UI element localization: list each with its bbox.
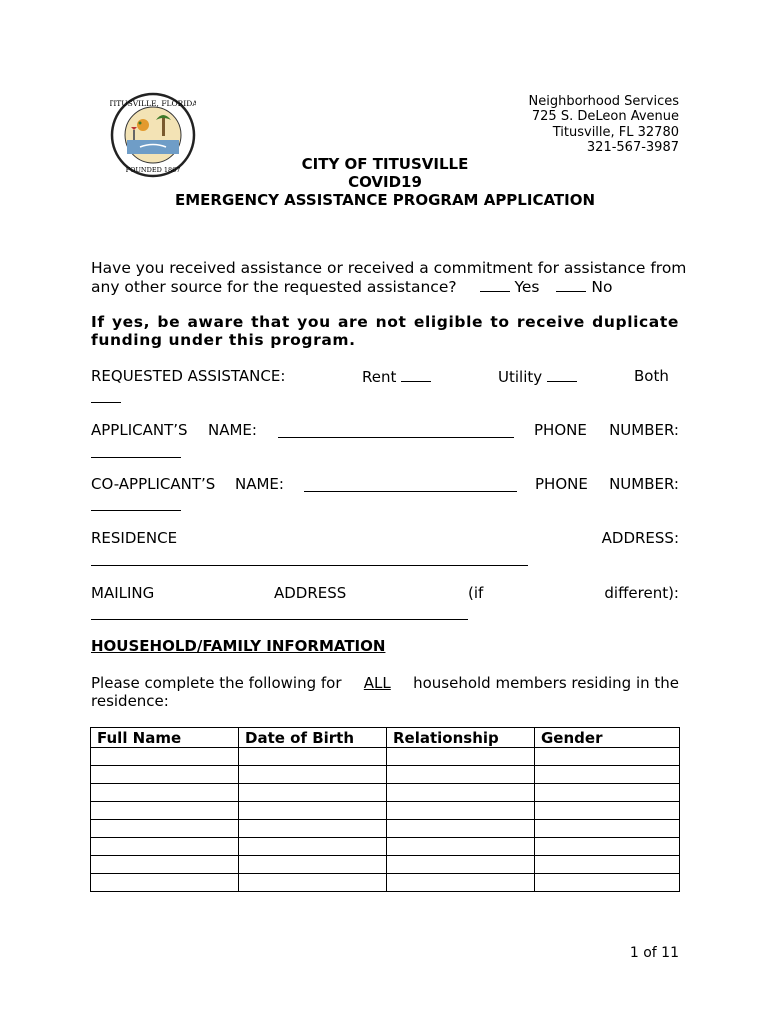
cell-name[interactable] bbox=[91, 784, 239, 802]
eligibility-warning-line2: funding under this program. bbox=[91, 331, 356, 349]
both-label: Both bbox=[634, 367, 669, 385]
residence-label-2: ADDRESS: bbox=[601, 529, 679, 547]
eligibility-warning-line1: If yes, be aware that you are not eligible to receive duplicate bbox=[91, 313, 679, 331]
instructions-post: household members residing in the bbox=[413, 674, 679, 692]
cell-dob[interactable] bbox=[239, 874, 387, 892]
col-gender: Gender bbox=[535, 728, 680, 748]
table-row bbox=[91, 874, 680, 892]
instructions-pre: Please complete the following for bbox=[91, 674, 342, 692]
cell-relationship[interactable] bbox=[387, 856, 535, 874]
mailing-label-2: ADDRESS bbox=[274, 584, 347, 602]
address-line-city: Titusville, FL 32780 bbox=[552, 124, 679, 140]
col-relationship: Relationship bbox=[387, 728, 535, 748]
yes-label: Yes bbox=[514, 278, 540, 296]
requested-assistance-label: REQUESTED ASSISTANCE: bbox=[91, 367, 286, 385]
office-address-block bbox=[529, 94, 680, 155]
coapplicant-label-1: CO-APPLICANT’S bbox=[91, 475, 216, 493]
cell-gender[interactable] bbox=[535, 820, 680, 838]
cell-relationship[interactable] bbox=[387, 874, 535, 892]
cell-gender[interactable] bbox=[535, 748, 680, 766]
household-heading: HOUSEHOLD/FAMILY INFORMATION bbox=[91, 637, 386, 655]
cell-name[interactable] bbox=[91, 766, 239, 784]
table-row bbox=[91, 838, 680, 856]
title-city: CITY OF TITUSVILLE bbox=[301, 155, 469, 173]
assistance-question: Have you received assistance or received a commitment for assistance from bbox=[91, 259, 687, 277]
applicant-label-1: APPLICANT’S bbox=[91, 421, 188, 439]
yes-blank[interactable] bbox=[480, 277, 510, 292]
cell-relationship[interactable] bbox=[387, 802, 535, 820]
col-date-of-birth: Date of Birth bbox=[239, 728, 387, 748]
cell-dob[interactable] bbox=[239, 802, 387, 820]
cell-name[interactable] bbox=[91, 838, 239, 856]
title-program: EMERGENCY ASSISTANCE PROGRAM APPLICATION bbox=[174, 191, 596, 209]
utility-label: Utility bbox=[498, 368, 543, 386]
cell-name[interactable] bbox=[91, 820, 239, 838]
no-label: No bbox=[591, 278, 613, 296]
applicant-label-2: NAME: bbox=[208, 421, 257, 439]
cell-name[interactable] bbox=[91, 856, 239, 874]
mailing-label-4: different): bbox=[604, 584, 679, 602]
table-row bbox=[91, 766, 680, 784]
cell-dob[interactable] bbox=[239, 748, 387, 766]
cell-dob[interactable] bbox=[239, 766, 387, 784]
cell-gender[interactable] bbox=[535, 766, 680, 784]
mailing-label-1: MAILING bbox=[91, 584, 155, 602]
cell-dob[interactable] bbox=[239, 784, 387, 802]
address-line-dept: Neighborhood Services bbox=[528, 94, 679, 109]
household-table-header bbox=[91, 728, 680, 748]
cell-gender[interactable] bbox=[535, 802, 680, 820]
no-blank[interactable] bbox=[556, 277, 586, 292]
col-full-name: Full Name bbox=[91, 728, 239, 748]
cell-relationship[interactable] bbox=[387, 766, 535, 784]
title-covid: COVID19 bbox=[348, 173, 422, 191]
applicant-phone-label-2: NUMBER: bbox=[609, 421, 679, 439]
cell-name[interactable] bbox=[91, 748, 239, 766]
seal-bottom-text: FOUNDED 1867 bbox=[125, 166, 181, 174]
utility-blank[interactable] bbox=[547, 367, 577, 382]
coapplicant-phone-label-1: PHONE bbox=[535, 475, 588, 493]
table-row bbox=[91, 802, 680, 820]
household-table bbox=[90, 727, 680, 892]
applicant-phone-label-1: PHONE bbox=[534, 421, 587, 439]
page-number: 1 of 11 bbox=[629, 945, 679, 961]
coapplicant-name-field[interactable] bbox=[304, 491, 517, 492]
residence-address-field[interactable] bbox=[91, 565, 528, 566]
table-row bbox=[91, 820, 680, 838]
cell-dob[interactable] bbox=[239, 820, 387, 838]
cell-dob[interactable] bbox=[239, 838, 387, 856]
instructions-line2: residence: bbox=[91, 692, 169, 710]
mailing-label-3: (if bbox=[468, 584, 484, 602]
table-row bbox=[91, 784, 680, 802]
address-line-street: 725 S. DeLeon Avenue bbox=[531, 109, 679, 125]
assistance-question-text2: any other source for the requested assistance? bbox=[91, 278, 457, 296]
coapplicant-label-2: NAME: bbox=[235, 475, 284, 493]
applicant-name-field[interactable] bbox=[278, 437, 514, 438]
household-instructions bbox=[91, 674, 679, 692]
both-blank[interactable] bbox=[91, 402, 121, 403]
table-row bbox=[91, 748, 680, 766]
cell-relationship[interactable] bbox=[387, 784, 535, 802]
cell-gender[interactable] bbox=[535, 784, 680, 802]
cell-relationship[interactable] bbox=[387, 820, 535, 838]
cell-gender[interactable] bbox=[535, 856, 680, 874]
address-line-phone: 321-567-3987 bbox=[586, 139, 679, 155]
residence-label-1: RESIDENCE bbox=[91, 529, 178, 547]
mailing-address-field[interactable] bbox=[91, 619, 468, 620]
cell-dob[interactable] bbox=[239, 856, 387, 874]
rent-option bbox=[362, 367, 431, 386]
cell-name[interactable] bbox=[91, 874, 239, 892]
cell-gender[interactable] bbox=[535, 874, 680, 892]
coapplicant-phone-label-2: NUMBER: bbox=[609, 475, 679, 493]
cell-relationship[interactable] bbox=[387, 748, 535, 766]
instructions-all: ALL bbox=[363, 674, 391, 692]
cell-relationship[interactable] bbox=[387, 838, 535, 856]
rent-blank[interactable] bbox=[401, 367, 431, 382]
utility-option bbox=[498, 367, 577, 386]
applicant-phone-field[interactable] bbox=[91, 457, 181, 458]
cell-name[interactable] bbox=[91, 802, 239, 820]
coapplicant-phone-field[interactable] bbox=[91, 510, 181, 511]
assistance-question-line2 bbox=[91, 277, 612, 296]
rent-label: Rent bbox=[362, 368, 397, 386]
table-row bbox=[91, 856, 680, 874]
seal-top-text: TITUSVILLE, FLORIDA bbox=[110, 99, 196, 108]
cell-gender[interactable] bbox=[535, 838, 680, 856]
